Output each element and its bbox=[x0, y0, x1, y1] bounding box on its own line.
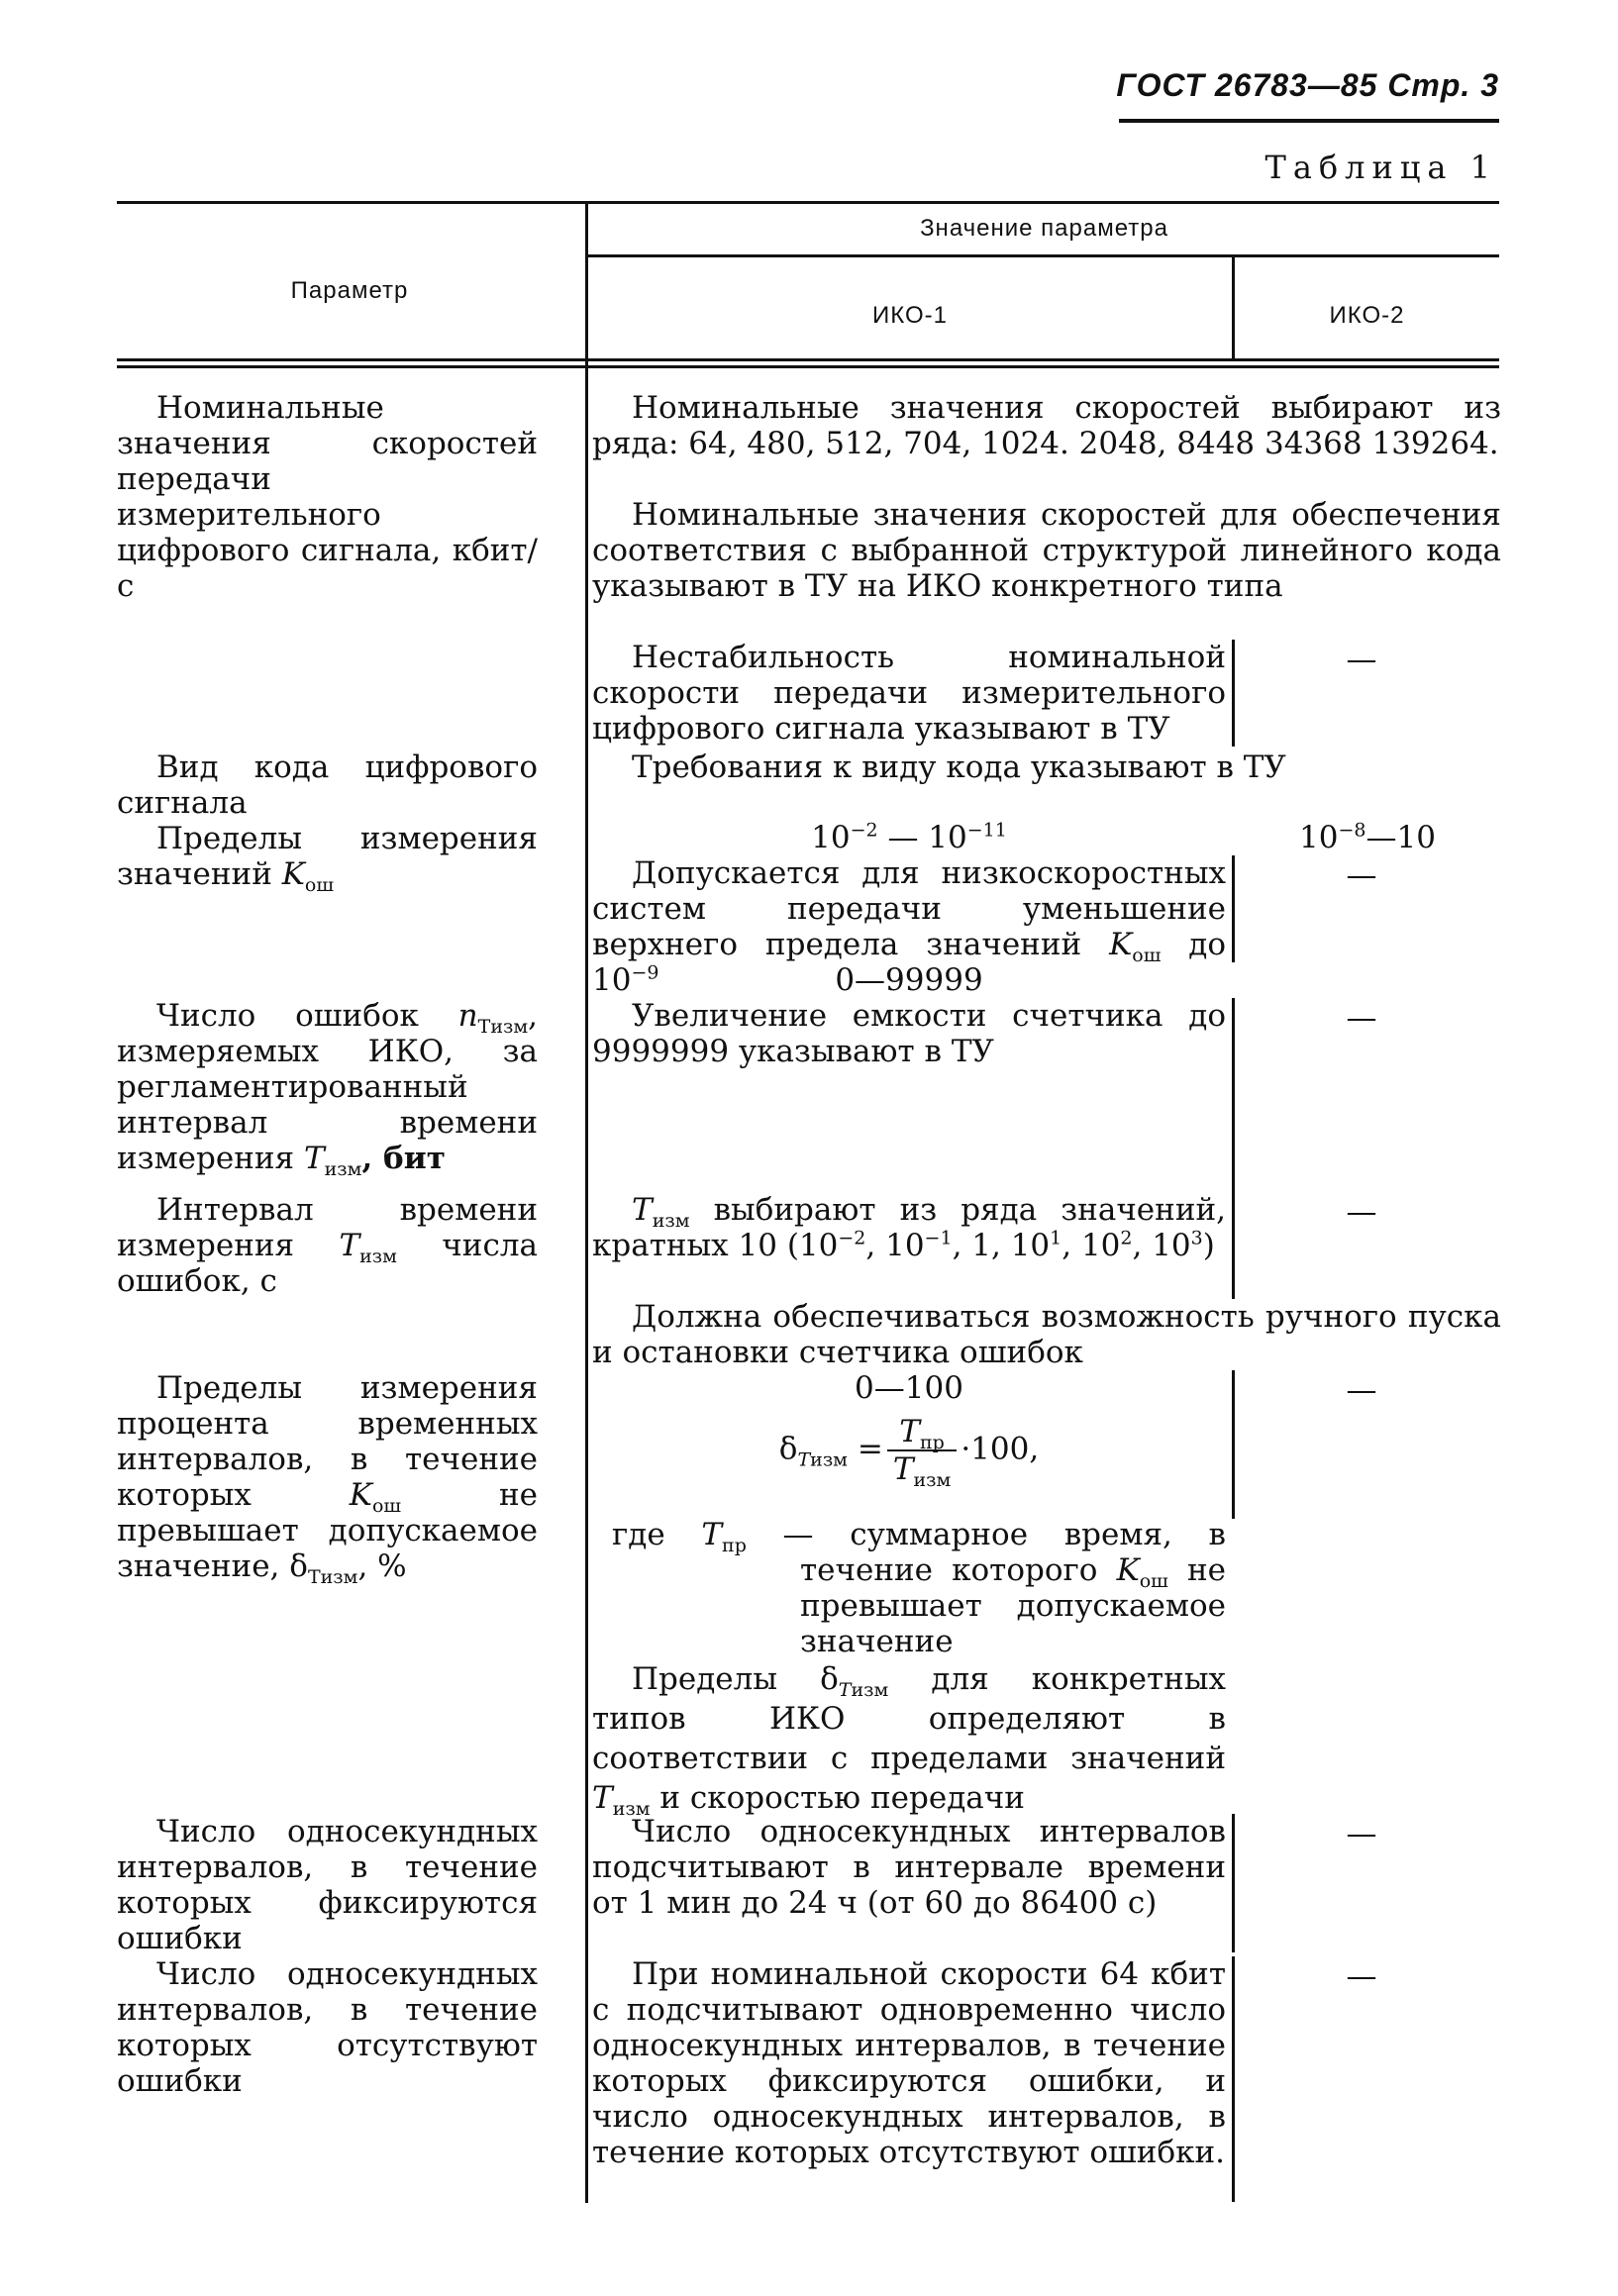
range-exp: −8 bbox=[1338, 819, 1366, 842]
param-symbol: n bbox=[457, 998, 478, 1034]
param-text: Интервал времени измерения bbox=[117, 1192, 538, 1263]
header-value: Значение параметра bbox=[920, 215, 1168, 242]
row4-iko2-dash: — bbox=[1346, 1000, 1377, 1036]
limits-text: для конкретных типов ИКО определяют в соответствии с пределами значений bbox=[592, 1661, 1226, 1776]
param-subscript: изм bbox=[324, 1158, 362, 1181]
param-subscript: изм bbox=[359, 1246, 397, 1268]
value-text: ) bbox=[1202, 1228, 1215, 1263]
where-symbol: K bbox=[1116, 1552, 1140, 1588]
value-exp: 1 bbox=[1050, 1227, 1062, 1249]
param-subscript: изм bbox=[490, 1016, 529, 1039]
row8-iko2-dash: — bbox=[1346, 1958, 1377, 1994]
value-exp: −2 bbox=[838, 1227, 866, 1249]
range-mid: — 10 bbox=[877, 820, 967, 855]
range-base: 10 bbox=[1299, 820, 1339, 855]
value-text: , 10 bbox=[865, 1228, 925, 1263]
where-text: не превышает допускаемое значение bbox=[800, 1552, 1226, 1659]
param-symbol: T bbox=[339, 1228, 360, 1263]
row6-iko2-dash: — bbox=[1346, 1372, 1377, 1408]
limits-subscript: T bbox=[838, 1679, 852, 1702]
row6-iko-divider bbox=[1232, 1370, 1235, 1519]
formula-tail: ·100, bbox=[961, 1431, 1040, 1467]
note-subscript: ош bbox=[1132, 945, 1162, 967]
head-bottom-rule bbox=[117, 358, 1499, 361]
where-subscript: пр bbox=[722, 1535, 747, 1557]
row1-iko-divider bbox=[1232, 640, 1235, 747]
where-text: — суммарное время, в течение которого bbox=[746, 1517, 1227, 1588]
row3-param-symbol: K bbox=[281, 856, 305, 892]
row8-parameter: Число односекундных интервалов, в течение которых отсутствуют ошибки bbox=[117, 1956, 538, 2099]
limits-text: и скоростью передачи bbox=[650, 1780, 1025, 1816]
row1-parameter: Номинальные значения скоростей передачи измерительного цифрового сигнала, кбит/с bbox=[117, 390, 538, 604]
row5-value bbox=[592, 1192, 1226, 1263]
row8-value: При номинальной скорости 64 кбит с подсчитывают одновременно число односекундных интервалов, в течение которых фиксируются ошибки, и число односекундных интервалов, в течение которых отсутствуют ошибки. bbox=[592, 1956, 1226, 2170]
row6-formula bbox=[592, 1414, 1226, 1492]
header-rule bbox=[1119, 119, 1499, 123]
where-subscript: ош bbox=[1139, 1570, 1168, 1593]
row3-iko1-range bbox=[592, 820, 1226, 855]
row6-range: 0—100 bbox=[855, 1370, 963, 1406]
note-text-end: до 10 bbox=[592, 927, 1227, 998]
range-base: 10 bbox=[811, 820, 851, 855]
header-iko1: ИКО-1 bbox=[872, 302, 948, 329]
value-exp: 3 bbox=[1190, 1227, 1203, 1249]
value-text: , 10 bbox=[1132, 1228, 1191, 1263]
param-text: числа ошибок, с bbox=[117, 1228, 538, 1299]
where-text: где bbox=[612, 1517, 702, 1552]
value-text: , 10 bbox=[1062, 1228, 1121, 1263]
header-iko2: ИКО-2 bbox=[1329, 302, 1405, 329]
row1-iko2-dash: — bbox=[1346, 642, 1377, 677]
note-text: Допускается для низкоскоростных систем передачи уменьшение верхнего предела значений bbox=[592, 855, 1226, 962]
limits-subscript: изм bbox=[612, 1798, 651, 1821]
limits-symbol: T bbox=[592, 1780, 613, 1816]
table-top-rule bbox=[117, 201, 1499, 204]
row8-iko-divider bbox=[1232, 1956, 1235, 2202]
limits-subscript: изм bbox=[851, 1679, 889, 1702]
value-subscript: изм bbox=[652, 1210, 690, 1233]
limits-text: Пределы bbox=[632, 1661, 821, 1697]
formula-subscript: пр bbox=[919, 1432, 945, 1454]
row5-value-manual-start: Должна обеспечиваться возможность ручного пуска и остановки счетчика ошибок bbox=[592, 1299, 1501, 1370]
param-text: не превышает допускаемое значение, δ bbox=[117, 1477, 538, 1584]
limits-symbol: δ bbox=[820, 1661, 839, 1697]
param-text: , измеряемых ИКО, за регламентированный интервал времени измерения bbox=[117, 998, 538, 1176]
value-exp: −1 bbox=[924, 1227, 953, 1249]
formula-subscript: изм bbox=[913, 1469, 952, 1492]
row1-value-line-code: Номинальные значения скоростей для обеспечения соответствия с выбранной структурой линейного кода указывают в ТУ на ИКО конкретного типа bbox=[592, 497, 1501, 604]
row3-param-subscript: ош bbox=[304, 874, 335, 897]
row7-value: Число односекундных интервалов подсчитывают в интервале времени от 1 мин до 24 ч (от 60 до 86400 с) bbox=[592, 1814, 1226, 1921]
formula-symbol: T bbox=[899, 1414, 920, 1449]
note-symbol: K bbox=[1109, 927, 1133, 962]
row5-iko-divider bbox=[1232, 1192, 1235, 1299]
row7-parameter: Число односекундных интервалов, в течение которых фиксируются ошибки bbox=[117, 1814, 538, 1956]
value-header-rule bbox=[586, 254, 1499, 257]
row1-value-instability: Нестабильность номинальной скорости передачи измерительного цифрового сигнала указывают в ТУ bbox=[592, 640, 1226, 747]
value-symbol: T bbox=[632, 1192, 653, 1228]
param-text: Число ошибок bbox=[156, 998, 458, 1034]
document-code: ГОСТ 26783—85 Стр. 3 bbox=[1116, 67, 1499, 103]
formula-fraction bbox=[887, 1414, 958, 1492]
formula-numerator bbox=[887, 1414, 958, 1454]
row3-iko-divider bbox=[1232, 855, 1235, 962]
param-subscript: T bbox=[307, 1566, 321, 1589]
row4-iko-divider bbox=[1232, 998, 1235, 1192]
row7-iko2-dash: — bbox=[1346, 1816, 1377, 1851]
row3-iko2-range bbox=[1236, 820, 1499, 855]
row6-limits bbox=[592, 1659, 1226, 1821]
row3-param-text: Пределы измерения значений bbox=[117, 821, 538, 892]
table-label: Таблица 1 bbox=[1264, 149, 1497, 186]
row5-parameter bbox=[117, 1192, 538, 1299]
formula-subscript: изм bbox=[810, 1448, 848, 1471]
param-symbol: T bbox=[303, 1141, 325, 1176]
formula-symbol: T bbox=[892, 1451, 914, 1487]
param-subscript: ош bbox=[371, 1495, 402, 1518]
header-parameter: Параметр bbox=[290, 277, 409, 304]
row3-iko2-dash: — bbox=[1346, 857, 1377, 893]
range-end: —10 bbox=[1365, 820, 1436, 855]
param-unit: , % bbox=[357, 1548, 407, 1584]
param-symbol: K bbox=[349, 1477, 372, 1513]
range-exp: −11 bbox=[966, 819, 1007, 842]
row2-parameter: Вид кода цифрового сигнала bbox=[117, 749, 538, 821]
row7-iko-divider bbox=[1232, 1814, 1235, 1952]
value-text: выбирают из ряда значений, кратных 10 (10 bbox=[592, 1192, 1226, 1263]
value-text: , 1, 10 bbox=[952, 1228, 1051, 1263]
row6-parameter bbox=[117, 1370, 538, 1589]
formula-equals: = bbox=[857, 1431, 883, 1467]
row3-parameter bbox=[117, 821, 538, 897]
row2-value: Требования к виду кода указывают в ТУ bbox=[632, 749, 1286, 785]
row4-parameter bbox=[117, 998, 538, 1181]
row4-value: Увеличение емкости счетчика до 9999999 указывают в ТУ bbox=[592, 998, 1226, 1069]
where-symbol: T bbox=[701, 1517, 723, 1552]
param-subscript: изм bbox=[320, 1566, 358, 1589]
formula-denominator bbox=[887, 1451, 958, 1492]
param-subscript: T bbox=[477, 1016, 491, 1039]
row1-value-speeds: Номинальные значения скоростей выбирают из ряда: 64, 480, 512, 704, 1024. 2048, 8448 34368 139264. bbox=[592, 390, 1501, 461]
row6-where bbox=[612, 1517, 1226, 1659]
column-divider-main bbox=[585, 203, 588, 2203]
value-exp: 2 bbox=[1120, 1227, 1133, 1249]
formula-subscript: T bbox=[797, 1448, 811, 1471]
param-text: Пределы измерения процента временных интервалов, в течение которых bbox=[117, 1370, 538, 1513]
formula-delta: δ bbox=[778, 1431, 798, 1467]
head-bottom-rule-2 bbox=[117, 365, 1499, 368]
row4-range: 0—99999 bbox=[835, 962, 983, 998]
note-exp: −9 bbox=[631, 961, 659, 984]
range-exp: −2 bbox=[850, 819, 878, 842]
row5-iko2-dash: — bbox=[1346, 1194, 1377, 1230]
param-unit: , бит bbox=[361, 1141, 446, 1176]
